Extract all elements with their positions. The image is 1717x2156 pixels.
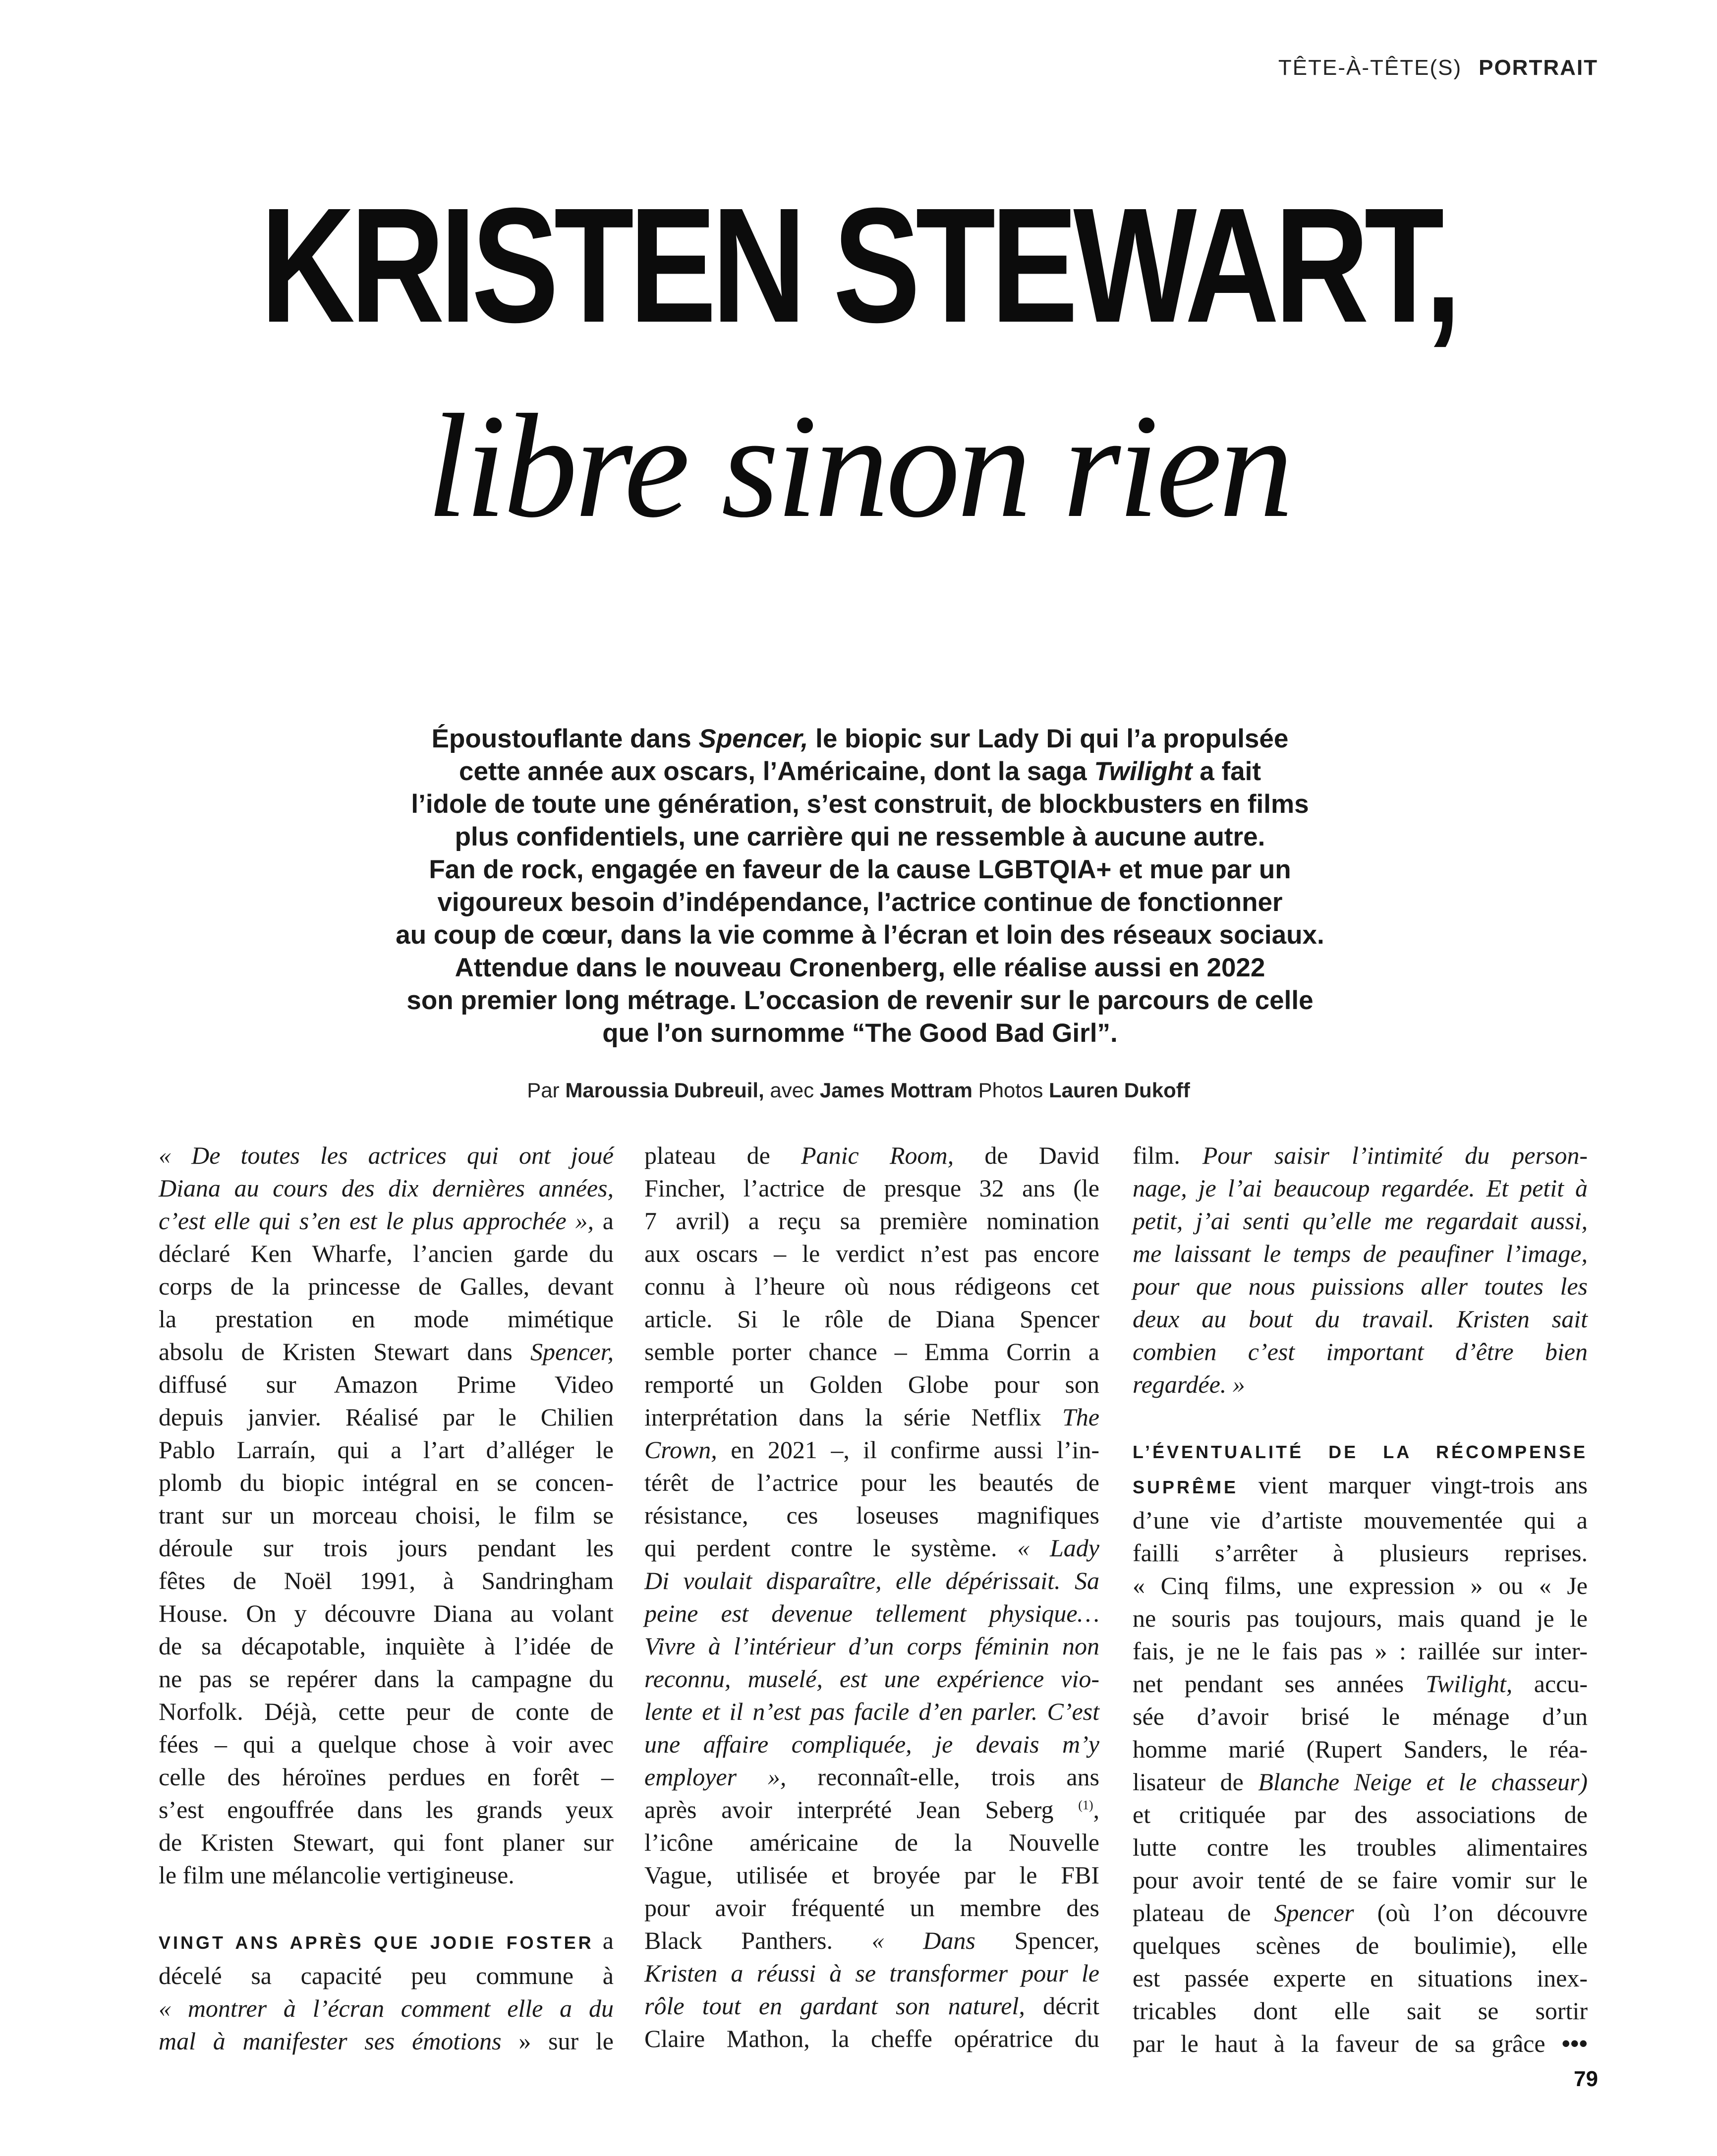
text-line: et critiquée par des associations de: [1133, 1801, 1588, 1828]
body-column-1: [159, 1139, 614, 2057]
text-line: tricables dont elle sait se sortir: [1133, 1997, 1588, 2025]
text-line: House. On y découvre Diana au volant: [159, 1599, 614, 1627]
text-line: pour avoir fréquenté un membre des: [644, 1894, 1099, 1922]
text-line: 7 avril) a reçu sa première nomination: [644, 1207, 1099, 1235]
text-line: semble porter chance – Emma Corrin a: [644, 1338, 1099, 1365]
standfirst-line: l’idole de toute une génération, s’est construit, de blockbusters en films: [411, 790, 1309, 819]
text-line: ne pas se repérer dans la campagne du: [159, 1665, 614, 1693]
text-line: peine est devenue tellement physique…: [644, 1599, 1099, 1627]
text-line: mal à manifester ses émotions » sur le: [159, 2027, 614, 2055]
standfirst: [387, 723, 1333, 1050]
text-line: plateau de Spencer (où l’on découvre: [1133, 1899, 1588, 1927]
text-line: diffusé sur Amazon Prime Video: [159, 1370, 614, 1398]
text-line: Diana au cours des dix dernières années,: [159, 1174, 614, 1202]
text-line: de Kristen Stewart, qui font planer sur: [159, 1828, 614, 1856]
footnote-ref: (1): [1078, 1798, 1093, 1813]
text-line: sée d’avoir brisé le ménage d’un: [1133, 1702, 1588, 1730]
text-line: Black Panthers. « Dans Spencer,: [644, 1927, 1099, 1954]
text-line: [1133, 1433, 1588, 1469]
text-line: « De toutes les actrices qui ont joué: [159, 1141, 614, 1169]
text-line: qui perdent contre le système. « Lady: [644, 1534, 1099, 1562]
text-line: net pendant ses années Twilight, accu-: [1133, 1670, 1588, 1698]
standfirst-line: cette année aux oscars, l’Américaine, dont la saga Twilight a fait: [458, 757, 1261, 786]
text-line: quelques scènes de boulimie), elle: [1133, 1931, 1588, 1959]
text-line: film. Pour saisir l’intimité du person-: [1133, 1141, 1588, 1169]
text-line: me laissant le temps de peaufiner l’image,: [1133, 1240, 1588, 1267]
standfirst-line: vigoureux besoin d’indépendance, l’actrice continue de fonctionner: [437, 888, 1283, 917]
standfirst-line: plus confidentiels, une carrière qui ne ressemble à aucune autre.: [455, 822, 1265, 851]
text-line: déclaré Ken Wharfe, l’ancien garde du: [159, 1240, 614, 1267]
text-line: l’icône américaine de la Nouvelle: [644, 1828, 1099, 1856]
text-line: Kristen a réussi à se transformer pour le: [644, 1959, 1099, 1987]
end-mark: •••: [1545, 2030, 1588, 2057]
standfirst-line: Fan de rock, engagée en faveur de la cause LGBTQIA+ et mue par un: [429, 855, 1291, 884]
section-label: TÊTE-À-TÊTE(S): [1278, 56, 1462, 80]
text-line: homme marié (Rupert Sanders, le réa-: [1133, 1735, 1588, 1763]
text-line: regardée. »: [1133, 1370, 1245, 1398]
standfirst-line: que l’on surnomme “The Good Bad Girl”.: [602, 1019, 1118, 1048]
text-line: est passée experte en situations inex-: [1133, 1964, 1588, 1992]
text-line: deux au bout du travail. Kristen sait: [1133, 1305, 1588, 1333]
text-line: combien c’est important d’être bien: [1133, 1338, 1588, 1365]
standfirst-line: Attendue dans le nouveau Cronenberg, elle réalise aussi en 2022: [455, 953, 1265, 982]
text-line: Di voulait disparaître, elle dépérissait. Sa: [644, 1567, 1099, 1594]
text-line: rôle tout en gardant son naturel, décrit: [644, 1992, 1099, 2020]
text-line: déroule sur trois jours pendant les: [159, 1534, 614, 1562]
rubric-label: PORTRAIT: [1479, 56, 1598, 80]
text-line: lisateur de Blanche Neige et le chasseur): [1133, 1768, 1588, 1796]
text-line: celle des héroïnes perdues en forêt –: [159, 1763, 614, 1791]
text-line: le film une mélancolie vertigineuse.: [159, 1861, 515, 1889]
text-line: après avoir interprété Jean Seberg $^{(1)}$,: [644, 1796, 1100, 1823]
author-name: James Mottram: [819, 1078, 973, 1102]
standfirst-line: son premier long métrage. L’occasion de revenir sur le parcours de celle: [406, 986, 1314, 1015]
running-head: [1278, 56, 1598, 80]
headline: KRISTEN STEWART,: [260, 173, 1457, 356]
text-line: c’est elle qui s’en est le plus approchée », a: [159, 1207, 614, 1235]
text-line: Crown, en 2021 –, il confirme aussi l’in-: [644, 1436, 1099, 1464]
standfirst-line: au coup de cœur, dans la vie comme à l’écran et loin des réseaux sociaux.: [396, 920, 1324, 950]
photographer-name: Lauren Dukoff: [1049, 1078, 1190, 1102]
text-line: reconnu, muselé, est une expérience vio-: [644, 1665, 1099, 1693]
text-line: article. Si le rôle de Diana Spencer: [644, 1305, 1099, 1333]
text-line: Fincher, l’actrice de presque 32 ans (le: [644, 1174, 1099, 1202]
text-line: lutte contre les troubles alimentaires: [1133, 1833, 1588, 1861]
text-line: fêtes de Noël 1991, à Sandringham: [159, 1567, 614, 1594]
body-column-2: [644, 1139, 1099, 2055]
text-line: depuis janvier. Réalisé par le Chilien: [159, 1403, 614, 1431]
text-line: Claire Mathon, la cheffe opératrice du: [644, 2025, 1099, 2052]
text-line: nage, je l’ai beaucoup regardée. Et petit à: [1133, 1174, 1588, 1202]
lead-in: L’ÉVENTUALITÉ DE LA RÉCOMPENSE: [1133, 1442, 1588, 1462]
text-line: remporté un Golden Globe pour son: [644, 1370, 1099, 1398]
lead-in: SUPRÊME: [1133, 1477, 1239, 1497]
lead-in: VINGT ANS APRÈS QUE JODIE FOSTER: [159, 1932, 594, 1953]
text-line: décelé sa capacité peu commune à: [159, 1962, 614, 1989]
text-line: résistance, ces loseuses magnifiques: [644, 1501, 1099, 1529]
text-line: pour avoir tenté de se faire vomir sur le: [1133, 1866, 1588, 1894]
text-line: aux oscars – le verdict n’est pas encore: [644, 1240, 1099, 1267]
text-line: VINGT ANS APRÈS QUE JODIE FOSTER a: [159, 1927, 614, 1954]
text-line: interprétation dans la série Netflix The: [644, 1403, 1099, 1431]
text-line: ne souris pas toujours, mais quand je le: [1133, 1604, 1588, 1632]
text-line: SUPRÊME vient marquer vingt-trois ans: [1133, 1471, 1588, 1499]
text-line: fais, je ne le fais pas » : raillée sur inter-: [1133, 1637, 1588, 1665]
text-line: « Cinq films, une expression » ou « Je: [1133, 1572, 1588, 1599]
text-line: corps de la princesse de Galles, devant: [159, 1272, 614, 1300]
author-name: Maroussia Dubreuil,: [565, 1078, 764, 1102]
page-number: 79: [1574, 2067, 1598, 2091]
text-line: Vivre à l’intérieur d’un corps féminin non: [644, 1632, 1099, 1660]
text-line: la prestation en mode mimétique: [159, 1305, 614, 1333]
text-line: s’est engouffrée dans les grands yeux: [159, 1796, 614, 1823]
text-line: absolu de Kristen Stewart dans Spencer,: [159, 1338, 614, 1365]
text-line: failli s’arrêter à plusieurs reprises.: [1133, 1539, 1588, 1567]
text-line: Norfolk. Déjà, cette peur de conte de: [159, 1698, 614, 1725]
text-line: de sa décapotable, inquiète à l’idée de: [159, 1632, 614, 1660]
text-line: connu à l’heure où nous rédigeons cet: [644, 1272, 1099, 1300]
paragraph-gap: [1133, 1401, 1588, 1433]
text-line: plomb du biopic intégral en se concen-: [159, 1469, 614, 1496]
text-line: par le haut à la faveur de sa grâce •••: [1133, 2030, 1588, 2057]
text-line: pour que nous puissions aller toutes les: [1133, 1272, 1588, 1300]
text-line: d’une vie d’artiste mouvementée qui a: [1133, 1506, 1588, 1534]
byline: Par Maroussia Dubreuil, avec James Mottram Photos Lauren Dukoff: [527, 1078, 1190, 1102]
text-line: térêt de l’actrice pour les beautés de: [644, 1469, 1099, 1496]
paragraph-gap: [159, 1891, 614, 1924]
text-line: une affaire compliquée, je devais m’y: [644, 1730, 1099, 1758]
text-line: petit, j’ai senti qu’elle me regardait aussi,: [1133, 1207, 1588, 1235]
text-line: plateau de Panic Room, de David: [644, 1141, 1099, 1169]
standfirst-line: Époustouflante dans Spencer, le biopic sur Lady Di qui l’a propulsée: [431, 724, 1289, 753]
body-column-3: [1133, 1139, 1588, 2060]
text-line: Pablo Larraín, qui a l’art d’alléger le: [159, 1436, 614, 1464]
subheadline: libre sinon rien: [426, 384, 1291, 548]
text-line: employer », reconnaît-elle, trois ans: [644, 1763, 1099, 1791]
text-line: trant sur un morceau choisi, le film se: [159, 1501, 614, 1529]
text-line: « montrer à l’écran comment elle a du: [159, 1994, 614, 2022]
text-line: Vague, utilisée et broyée par le FBI: [644, 1861, 1099, 1889]
text-line: lente et il n’est pas facile d’en parler. C’est: [644, 1698, 1099, 1725]
text-line: fées – qui a quelque chose à voir avec: [159, 1730, 614, 1758]
